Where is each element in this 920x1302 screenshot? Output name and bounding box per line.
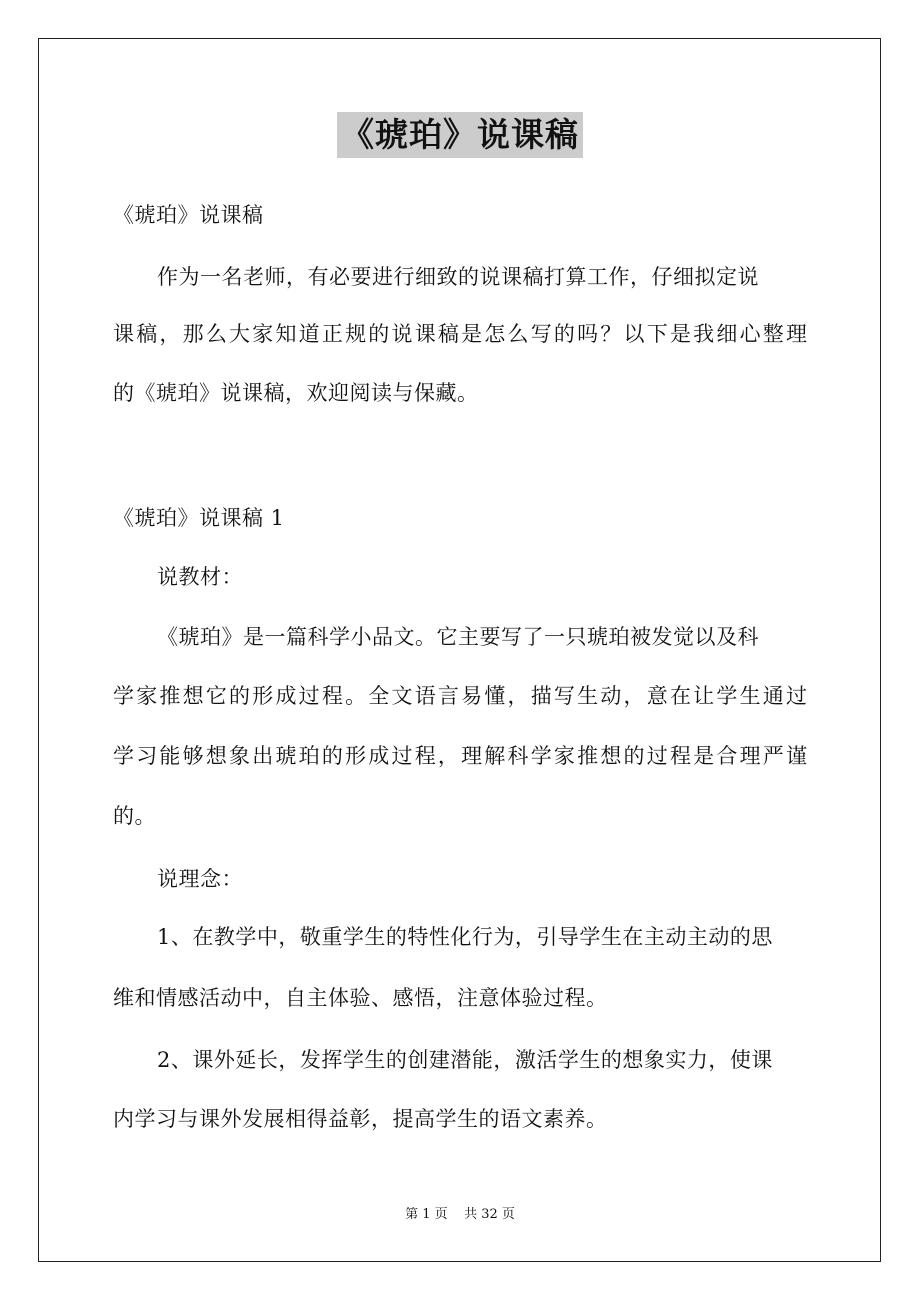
textbook-paragraph-line-3: 学习能够想象出琥珀的形成过程，理解科学家推想的过程是合理严谨 [113, 744, 807, 768]
textbook-paragraph-line-4: 的。 [113, 804, 156, 828]
intro-paragraph-line-1: 作为一名老师，有必要进行细致的说课稿打算工作，仔细拟定说 [157, 265, 759, 289]
document-title: 《琥珀》说课稿 [337, 112, 583, 158]
intro-paragraph-line-2: 课稿，那么大家知道正规的说课稿是怎么写的吗？以下是我细心整理 [113, 322, 807, 346]
point-1-line-2: 维和情感活动中，自主体验、感悟，注意体验过程。 [113, 986, 608, 1010]
textbook-paragraph-line-1: 《琥珀》是一篇科学小品文。它主要写了一只琥珀被发觉以及科 [157, 625, 759, 649]
intro-paragraph-line-3: 的《琥珀》说课稿，欢迎阅读与保藏。 [113, 381, 479, 405]
subheading-textbook: 说教材： [157, 565, 243, 589]
subheading-philosophy: 说理念： [157, 867, 243, 891]
point-2-line-2: 内学习与课外发展相得益彰，提高学生的语文素养。 [113, 1107, 608, 1131]
point-1-line-1: 1、在教学中，敬重学生的特性化行为，引导学生在主动主动的思 [157, 925, 773, 949]
page-number-footer: 第 1 页 共 32 页 [405, 1207, 515, 1222]
point-2-line-1: 2、课外延长，发挥学生的创建潜能，激活学生的想象实力，使课 [157, 1048, 773, 1072]
title-container [0, 112, 920, 158]
textbook-paragraph-line-2: 学家推想它的形成过程。全文语言易懂，描写生动，意在让学生通过 [113, 684, 807, 708]
section-heading-1: 《琥珀》说课稿 1 [113, 506, 285, 530]
subtitle-heading: 《琥珀》说课稿 [113, 203, 264, 227]
